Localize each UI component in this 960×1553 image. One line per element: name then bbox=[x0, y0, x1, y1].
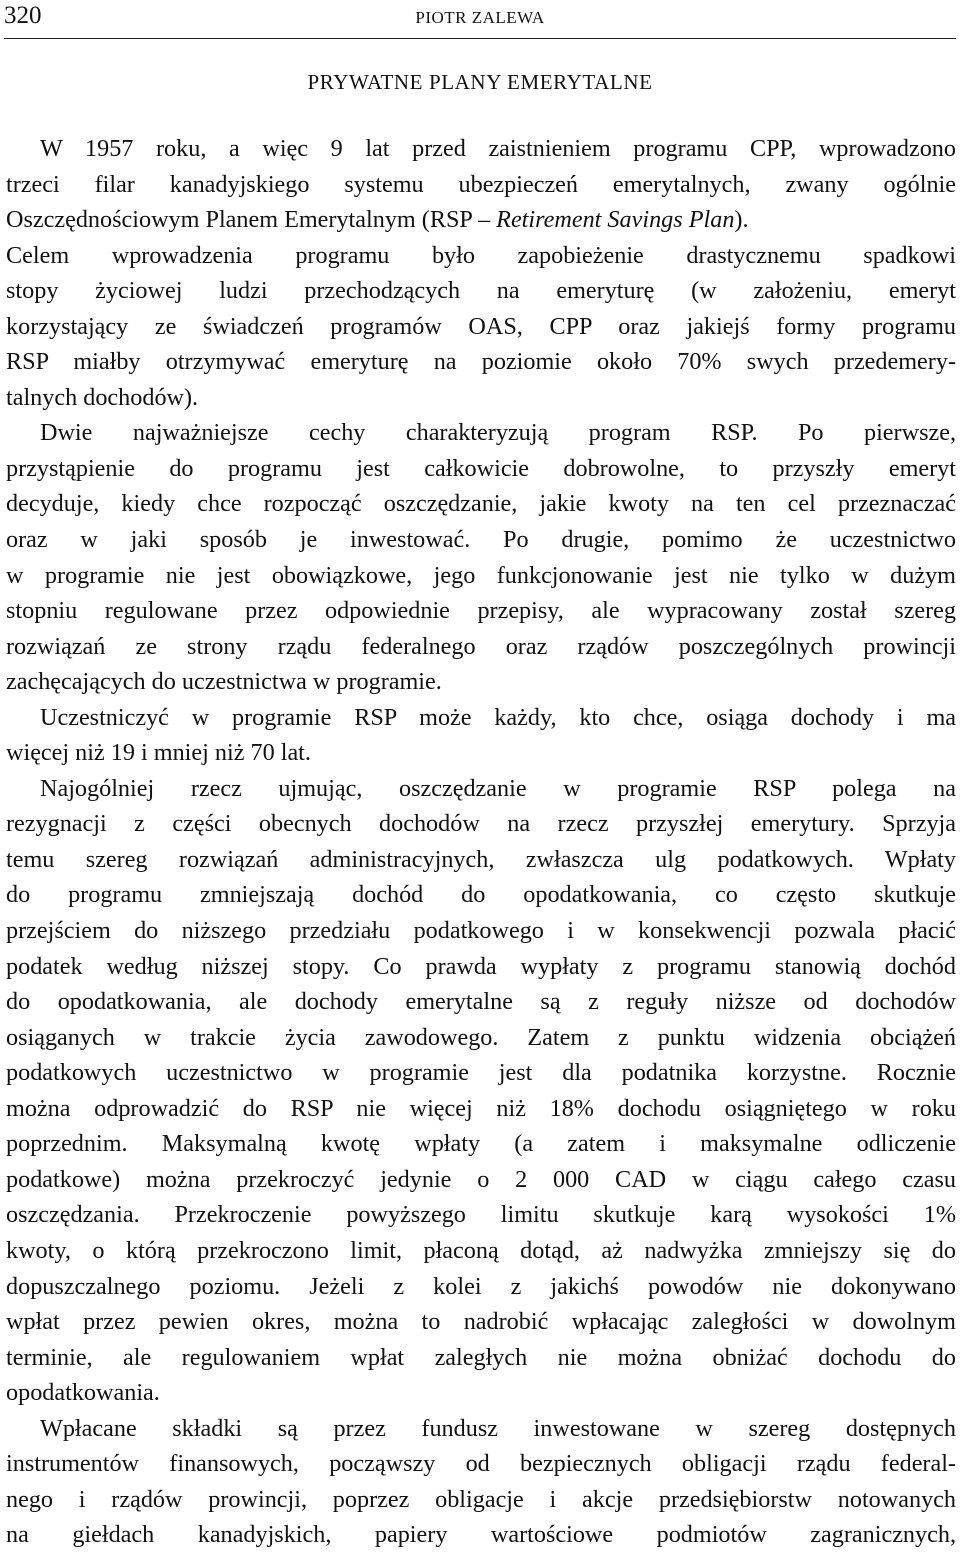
text-line: opodatkowania. bbox=[6, 1379, 160, 1407]
text-line: więcej niż 19 i mniej niż 70 lat. bbox=[6, 739, 311, 767]
paragraph bbox=[6, 415, 956, 699]
text-line: stopy życiowej ludzi przechodzących na emeryturę (w założeniu, emeryt bbox=[6, 277, 956, 305]
text-line: wpłat przez pewien okres, można to nadrobić wpłacając zaległości w dowolnym bbox=[6, 1308, 956, 1336]
italic-term: Retirement Savings Plan bbox=[496, 206, 735, 234]
text-line: dopuszczalnego poziomu. Jeżeli z kolei z jakichś powodów nie dokonywano bbox=[6, 1272, 956, 1300]
paragraph bbox=[6, 771, 956, 1411]
text-line: w programie nie jest obowiązkowe, jego funkcjonowanie jest nie tylko w dużym bbox=[6, 561, 956, 589]
text-line: poprzednim. Maksymalną kwotę wpłaty (a zatem i maksymalne odliczenie bbox=[6, 1130, 956, 1158]
text-line: Najogólniej rzecz ujmując, oszczędzanie w programie RSP polega na bbox=[40, 774, 956, 802]
text-line: na giełdach kanadyjskich, papiery wartościowe podmiotów zagranicznych, bbox=[6, 1521, 956, 1549]
running-head: PIOTR ZALEWA bbox=[415, 8, 545, 27]
text-line: oraz w jaki sposób je inwestować. Po drugie, pomimo że uczestnictwo bbox=[6, 526, 956, 554]
text-fragment: Oszczędnościowym Planem Emerytalnym (RSP – bbox=[6, 206, 497, 234]
text-fragment: ). bbox=[734, 206, 749, 234]
text-line: oszczędzania. Przekroczenie powyższego limitu skutkuje karą wysokości 1% bbox=[6, 1201, 956, 1229]
text-line: do programu zmniejszają dochód do opodatkowania, co często skutkuje bbox=[6, 881, 956, 909]
text-line: rozwiązań ze strony rządu federalnego oraz rządów poszczególnych prowincji bbox=[6, 632, 956, 660]
page-header bbox=[4, 2, 956, 39]
text-line: rezygnacji z części obecnych dochodów na rzecz przyszłej emerytury. Sprzyja bbox=[6, 810, 956, 838]
text-line: przystąpienie do programu jest całkowicie dobrowolne, to przyszły emeryt bbox=[6, 454, 956, 482]
paragraph bbox=[6, 1411, 956, 1553]
text-line: podatkowe) można przekroczyć jedynie o 2 000 CAD w ciągu całego czasu bbox=[6, 1165, 956, 1193]
text-line: talnych dochodów). bbox=[6, 383, 199, 411]
text-line: korzystający ze świadczeń programów OAS, CPP oraz jakiejś formy programu bbox=[6, 312, 956, 340]
text-line: instrumentów finansowych, począwszy od bezpiecznych obligacji rządu federal- bbox=[6, 1450, 956, 1478]
text-line: podatek według niższej stopy. Co prawda wypłaty z programu stanowią dochód bbox=[6, 952, 956, 980]
text-line: osiąganych w trakcie życia zawodowego. Zatem z punktu widzenia obciążeń bbox=[6, 1023, 956, 1051]
body-text bbox=[6, 131, 956, 1553]
page-number: 320 bbox=[4, 2, 42, 29]
text-line: decyduje, kiedy chce rozpocząć oszczędzanie, jakie kwoty na ten cel przeznaczać bbox=[6, 490, 956, 518]
text-line: trzeci filar kanadyjskiego systemu ubezpieczeń emerytalnych, zwany ogólnie bbox=[6, 170, 956, 198]
text-line: Uczestniczyć w programie RSP może każdy, kto chce, osiąga dochody i ma bbox=[40, 703, 956, 731]
text-line: W 1957 roku, a więc 9 lat przed zaistnieniem programu CPP, wprowadzono bbox=[40, 135, 956, 162]
text-line-with-italic bbox=[6, 202, 956, 238]
section-title: PRYWATNE PLANY EMERYTALNE bbox=[307, 70, 653, 94]
text-line: zachęcających do uczestnictwa w programie. bbox=[6, 668, 442, 696]
text-line: Dwie najważniejsze cechy charakteryzują program RSP. Po pierwsze, bbox=[40, 419, 956, 447]
text-line: Wpłacane składki są przez fundusz inwestowane w szereg dostępnych bbox=[40, 1414, 956, 1442]
text-line: terminie, ale regulowaniem wpłat zaległych nie można obniżać dochodu do bbox=[6, 1343, 956, 1371]
text-line: podatkowych uczestnictwo w programie jest dla podatnika korzystne. Rocznie bbox=[6, 1059, 956, 1087]
paragraph bbox=[6, 700, 956, 771]
text-line: RSP miałby otrzymywać emeryturę na poziomie około 70% swych przedemery- bbox=[6, 348, 956, 376]
text-line: stopniu regulowane przez odpowiednie przepisy, ale wypracowany został szereg bbox=[6, 597, 956, 625]
text-line: kwoty, o którą przekroczono limit, płaconą dotąd, aż nadwyżka zmniejszy się do bbox=[6, 1236, 956, 1264]
text-line: Celem wprowadzenia programu było zapobieżenie drastycznemu spadkowi bbox=[6, 241, 956, 269]
text-line: nego i rządów prowincji, poprzez obligacje i akcje przedsiębiorstw notowanych bbox=[6, 1485, 956, 1513]
text-line: można odprowadzić do RSP nie więcej niż 18% dochodu osiągniętego w roku bbox=[6, 1094, 956, 1122]
paragraph bbox=[6, 131, 956, 415]
text-line: przejściem do niższego przedziału podatkowego i w konsekwencji pozwala płacić bbox=[6, 917, 956, 945]
text-line: do opodatkowania, ale dochody emerytalne są z reguły niższe od dochodów bbox=[6, 988, 956, 1016]
text-line: temu szereg rozwiązań administracyjnych, zwłaszcza ulg podatkowych. Wpłaty bbox=[6, 845, 956, 873]
